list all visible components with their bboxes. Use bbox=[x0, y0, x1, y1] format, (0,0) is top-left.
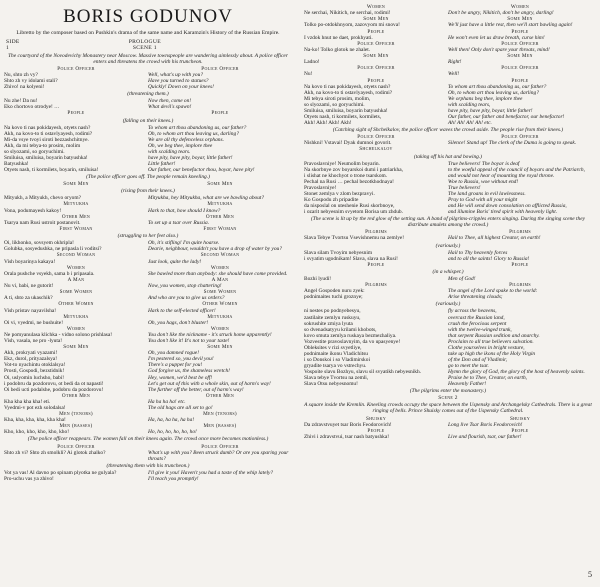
english-text: He won't even let us draw breath, curse him! bbox=[448, 34, 545, 41]
russian-text: Mi tebya siroti prosim, molim, bbox=[304, 95, 371, 102]
russian-text: da nisposlal on uteshenie Rusi skorbnoye, bbox=[304, 203, 395, 209]
english-text: God forgive us, the shameless wretch! bbox=[148, 368, 230, 375]
english-text: Don't be angry, Nikitich, don't be angry, darling! bbox=[448, 10, 554, 17]
left-column bbox=[4, 6, 292, 482]
speaker-english: Pilgrims bbox=[509, 229, 531, 236]
russian-text: Nu, shto zh vy? bbox=[4, 71, 38, 78]
english-text: We'll just have a little rest, then we'll start bawling again! bbox=[448, 22, 573, 29]
russian-text: podnimaite ikonu Vladichitsu bbox=[304, 350, 368, 357]
english-text: To set up a tsar over Russia. bbox=[148, 219, 210, 226]
english-text: with scalding tears. bbox=[148, 148, 191, 155]
english-text: Hymn the glory of God, the glory of the host of heavenly saints. bbox=[448, 368, 585, 375]
english-text: with the twelve-winged trunk, bbox=[448, 326, 512, 333]
english-text: I'll teach you promptly! bbox=[148, 475, 199, 482]
english-text: Well! bbox=[448, 71, 460, 78]
russian-text: Angel Gospoden nuru zyek: bbox=[304, 288, 365, 295]
russian-text: Kho, kho, kho, kho, kho, kho! bbox=[4, 429, 69, 436]
speaker-english: Police Officer bbox=[501, 65, 539, 72]
intro-direction: The courtyard of the Novodevichy Monastery near Moscow. Massive townspeople are wandering aimlessly about. A police officer enters and threatens the crowd with his truncheon. bbox=[8, 52, 288, 65]
speaker-russian: Some Men bbox=[63, 344, 89, 351]
russian-text: Akh, prokryati vyazami! bbox=[4, 350, 58, 357]
speaker-english: Some Men bbox=[207, 344, 233, 351]
russian-text: Slava tebye Tvortsu na zemli, bbox=[304, 374, 369, 381]
speaker-english: A Man bbox=[211, 276, 229, 283]
russian-text: Tolko po-otdokhnyom, zazovyom mi snova! bbox=[304, 22, 400, 29]
speaker-english: People bbox=[511, 28, 529, 35]
russian-text: A ti, shto za ukaschik? bbox=[4, 295, 53, 302]
russian-text: Ne serchai, Nikitich, ne serchai, rodimi! bbox=[304, 10, 391, 17]
english-text: Oh, we beg thee, implore thee bbox=[148, 142, 213, 149]
russian-text: Pravoslavniye! bbox=[304, 184, 337, 191]
english-text: There's a puppet for you! bbox=[148, 362, 203, 369]
english-text: True believers! bbox=[448, 184, 481, 191]
speaker-russian: Shchelkalov bbox=[359, 146, 393, 153]
stage-direction: (The scene is lit up by the red glow of the setting sun. A band of pilgrims-cripples enters singing. During the singing scene they distribute amulets among the crowd.) bbox=[310, 216, 586, 229]
english-text: Have you turned to statues? bbox=[148, 78, 209, 85]
english-text: What devil's spawn! bbox=[148, 104, 192, 111]
page-title: BORIS GODUNOV bbox=[63, 6, 233, 27]
english-text: Dearie, neighbour, wouldn't you have a drop of water by you? bbox=[148, 246, 282, 253]
speaker-russian: Pilgrims bbox=[365, 229, 387, 236]
russian-text: Batyushka! bbox=[4, 160, 29, 167]
russian-text: Na kovo ti nas pokidayesh, otyets nash? bbox=[4, 124, 91, 131]
libretto-line bbox=[304, 294, 592, 300]
stage-direction: (in a whisper.) bbox=[432, 268, 464, 275]
speaker-russian: People bbox=[367, 427, 385, 434]
russian-text: i svyatim ugodnikam! Slava, slava na Rusi! bbox=[304, 255, 398, 262]
stage-direction: (variously.) bbox=[435, 301, 461, 308]
english-text: Oh, it's stifling! I'm quite hoarse. bbox=[148, 240, 220, 247]
speaker-english: Some Men bbox=[507, 53, 533, 59]
russian-text: Otyets nash, ti kormilets, kormilets, bbox=[304, 113, 382, 120]
russian-text: Kha, kha, kha, kha, kha kha! bbox=[4, 417, 66, 424]
russian-text: Na skorbnye zov boyarskoi dumi i patriarkha, bbox=[304, 166, 403, 173]
libretto-line bbox=[4, 84, 292, 90]
libretto-line bbox=[304, 235, 592, 241]
russian-text: Nu vi, babi, ne gutorit! bbox=[4, 283, 54, 290]
russian-text: I vzdok hnut ne daet, prokhyati. bbox=[304, 34, 373, 41]
stage-direction: (struggling to her feet also.) bbox=[117, 233, 179, 240]
scene-heading: Scene 2 bbox=[438, 395, 458, 402]
russian-text: zastilaite zemlyu ruskuyu, bbox=[304, 314, 361, 321]
english-text: Praise be to Thee, Creator, on earth, bbox=[448, 374, 528, 381]
english-text: Well, what's up with you? bbox=[148, 71, 204, 78]
english-text: crush the ferocious serpent bbox=[448, 320, 507, 327]
english-text: Hark to that, how should I know? bbox=[148, 207, 221, 214]
stage-direction: (rising from their knees.) bbox=[121, 188, 175, 195]
speaker-russian: A Man bbox=[67, 276, 85, 283]
side-header bbox=[4, 39, 292, 52]
russian-text: i so Donskoi i so Vladimirskoi bbox=[304, 356, 370, 363]
stage-direction: (threatening them with his truncheon.) bbox=[106, 462, 190, 469]
speaker-russian: First Woman bbox=[59, 225, 93, 232]
libretto-line bbox=[4, 476, 292, 482]
speaker-english: Women bbox=[210, 325, 230, 332]
russian-text: Akh, na kovo-to ti ostavlyayesh, rodimi? bbox=[304, 89, 393, 96]
libretto-line bbox=[304, 209, 592, 215]
english-text: fly across the heavens, bbox=[448, 308, 497, 315]
russian-text: so dvenadsatyyu krilami khobots, bbox=[304, 326, 377, 333]
speaker-russian: People bbox=[367, 261, 385, 268]
russian-text: Shto zh vy idolami stali? bbox=[4, 78, 58, 85]
speaker-english: People bbox=[511, 261, 529, 268]
english-text: Our father, our father and benefactor, our benefactor! bbox=[448, 113, 565, 120]
speaker-english: Some Men bbox=[507, 16, 533, 23]
russian-text: Vot-to nyachintu otoklalsya! bbox=[4, 362, 66, 369]
speaker-english: Mityukha bbox=[207, 201, 233, 208]
speaker-russian: Women bbox=[366, 4, 386, 10]
speaker-russian: People bbox=[367, 77, 385, 84]
speaker-english: Police Officer bbox=[501, 134, 539, 141]
english-text: of the Don and of Vladimir, bbox=[448, 356, 507, 363]
english-text: Ha, ha, ha ha, ha ha! bbox=[148, 417, 195, 424]
russian-text: Otyets nash, ti kormilets, boyarin, smiluisa! bbox=[4, 166, 99, 173]
russian-text: Oi, uslyomin luchsho, babi! bbox=[4, 374, 65, 381]
english-text: Right! bbox=[448, 59, 462, 66]
english-text: with scalding tears, bbox=[448, 101, 491, 108]
english-text: Little father! bbox=[148, 160, 176, 167]
speaker-russian: Mityukha bbox=[63, 201, 89, 208]
stage-direction: (threatening them.) bbox=[127, 91, 169, 98]
libretto-line bbox=[304, 381, 592, 387]
speaker-russian: Second Woman bbox=[56, 252, 96, 259]
speaker-russian: Police Officer bbox=[57, 65, 95, 72]
english-text: that serpent Russian sedition and anarchy. bbox=[448, 332, 540, 339]
english-text: What's up with you? Been struck dumb? Or are you sparing your throats? bbox=[148, 449, 289, 462]
russian-text: Zhivo! na kolyeni! bbox=[4, 84, 45, 91]
english-text: Ho, ho, ho, ho, ho, ho! bbox=[148, 429, 197, 436]
english-text: To whom art thou abandoning us, our father? bbox=[148, 124, 247, 131]
stage-direction: (falling on their knees.) bbox=[122, 117, 174, 124]
russian-text: Prosti, Gospodi, bezstidnik! bbox=[4, 368, 65, 375]
russian-text: Pechal na Rusi … pechal bezotkhodnaya! bbox=[304, 178, 394, 185]
russian-text: Obleksites v rizi svyetliye, bbox=[304, 344, 362, 351]
english-text: I'll give it you! Haven't you had a taste of the whip lately? bbox=[148, 469, 274, 476]
speaker-line bbox=[304, 146, 592, 152]
russian-text: Oi bedi ucti podalshe, podobru da pozdorovu! bbox=[4, 386, 104, 393]
english-text: Ah! Ah! Ah! Ah! etc. bbox=[448, 119, 492, 126]
russian-text: Stonet zemlya v zlom bezpravyi. bbox=[304, 190, 375, 197]
russian-text: Akh! Akh! Akh! Akh! bbox=[304, 119, 352, 126]
speaker-russian: Some Men bbox=[363, 53, 389, 59]
speaker-russian: Men (basses) bbox=[59, 423, 93, 430]
russian-text: i ozarit nebyesnim svyetom Borisa um zhdub. bbox=[304, 209, 403, 216]
russian-text: Smiluisa, smiluisa, boyarin batyushka! bbox=[4, 154, 88, 161]
speaker-russian: Other Men bbox=[61, 392, 91, 399]
russian-text: Slava silam Tvoyim nebyesnim bbox=[304, 249, 373, 256]
russian-text: Vish pristav nayavilsha! bbox=[4, 307, 57, 314]
speaker-english: People bbox=[211, 110, 229, 117]
speaker-russian: Women bbox=[66, 325, 86, 332]
libretto-line bbox=[4, 450, 292, 462]
english-text: Silence! Stand up! The clerk of the Duma is going to speak. bbox=[448, 140, 577, 147]
speaker-russian: Mityukha bbox=[63, 313, 89, 320]
english-text: and He will send down consolation on afflicted Russia, bbox=[448, 203, 567, 209]
speaker-russian: People bbox=[367, 28, 385, 35]
english-text: Oh, to whom art thou leaving us, darling? bbox=[448, 89, 539, 96]
speaker-russian: Some Men bbox=[363, 16, 389, 23]
russian-text: Akh, na kovo-to ti ostavlyayesh, rodimi? bbox=[4, 130, 93, 137]
english-text: Hark to the self-elected officer! bbox=[148, 307, 216, 314]
russian-text: ni nestes po podnyebesyu, bbox=[304, 308, 361, 315]
russian-text: Eko chortovo otrodye! … bbox=[4, 104, 60, 111]
speaker-english: People bbox=[511, 77, 529, 84]
russian-text: Pravoslavniye! Neumolim boyarin. bbox=[304, 160, 380, 167]
stage-direction: (The police officer reappears. The women fall on their knees again. The crowd once more becomes motionless.) bbox=[27, 436, 269, 443]
english-text: The land groans in evil lawlessness. bbox=[448, 190, 526, 197]
english-text: You don't like the nickname - it's struck home apparently! bbox=[148, 332, 272, 339]
english-text: and illumine Boris' tired spirit with heavenly light. bbox=[448, 209, 558, 216]
prologue-heading: PROLOGUE SCENE 1 bbox=[128, 38, 161, 52]
russian-text: so slyozami, so goryuchimi. bbox=[304, 101, 365, 108]
speaker-line bbox=[4, 110, 292, 116]
english-text: Arise threatening clouds; bbox=[448, 294, 503, 301]
english-text: have pity, have pity, boyar, little father! bbox=[148, 154, 233, 161]
speaker-english: Other Men bbox=[205, 392, 235, 399]
russian-text: Zhivi i zdravstvui, tsar nash batyushka! bbox=[304, 434, 390, 440]
russian-text: Slava Tebye Tvortsu Vsevishnemu na zemlye! bbox=[304, 235, 405, 242]
speaker-english: First Woman bbox=[203, 225, 237, 232]
speaker-english: Women bbox=[210, 264, 230, 271]
english-text: And who are you to give us orders? bbox=[148, 295, 225, 302]
english-text: Men of God! bbox=[448, 276, 476, 283]
english-text: Well then! Only don't spare your throats, mind! bbox=[448, 46, 550, 53]
right-libretto-body bbox=[304, 4, 592, 440]
russian-text: Vyedmi-v pot ezh solodalsa! bbox=[4, 404, 66, 411]
english-text: and would not hear of mounting the royal throne. bbox=[448, 172, 555, 179]
english-text: Just look, quite the lady! bbox=[148, 258, 202, 265]
english-text: to the woeful appeal of the council of boyars and the Patriarch, bbox=[448, 166, 585, 173]
stage-direction: (The police officer goes off. The people remain kneeling.) bbox=[86, 173, 210, 180]
english-text: and to all the saints! Glory to Russia! bbox=[448, 255, 530, 262]
speaker-english: Other Men bbox=[205, 213, 235, 220]
speaker-russian: Other Men bbox=[61, 213, 91, 220]
speaker-line bbox=[4, 226, 292, 232]
speaker-russian: People bbox=[67, 110, 85, 117]
english-text: We are all thy defenceless orphans. bbox=[148, 136, 224, 143]
russian-text: Nu! bbox=[304, 71, 313, 78]
speaker-russian: Shuisky bbox=[365, 415, 387, 422]
russian-text: Ladno! bbox=[304, 59, 320, 66]
speaker-russian: Police Officer bbox=[357, 65, 395, 72]
english-text: Ha ha ha ha! etc. bbox=[148, 398, 186, 405]
english-text: Woe to Russia, woe without end! bbox=[448, 178, 519, 185]
speaker-english: People bbox=[511, 427, 529, 434]
speaker-english: Mityukha bbox=[207, 313, 233, 320]
speaker-line bbox=[304, 262, 592, 268]
side-label: SIDE 1 bbox=[6, 38, 20, 52]
english-text: Mityukha, hey Mityukha, what are we bawling about? bbox=[148, 195, 265, 202]
speaker-english: Shuisky bbox=[509, 415, 531, 422]
russian-text: Pro-uchu vas ya zhivo! bbox=[4, 475, 54, 482]
speaker-russian: Men (tenors) bbox=[59, 410, 93, 417]
libretto-line bbox=[4, 167, 292, 173]
libretto-line bbox=[304, 120, 592, 126]
libretto-line bbox=[304, 434, 592, 440]
english-text: Now then, come on! bbox=[148, 98, 192, 105]
speaker-english: Police Officer bbox=[201, 443, 239, 450]
russian-text: sokrushite zmiya lyuta bbox=[304, 320, 353, 327]
russian-text: Akh, da mi tebya-to prosim, molim bbox=[4, 142, 81, 149]
english-text: Quickly! Down on your knees! bbox=[148, 84, 214, 91]
stage-direction: (The pilgrims enter the monastery.) bbox=[409, 388, 487, 395]
english-text: True believers! The boyar is deaf bbox=[448, 160, 520, 167]
page-subtitle: Libretto by the composer based on Pushkin's drama of the same name and Karamzin's History of the Russian Empire. bbox=[16, 30, 280, 36]
russian-text: Nishkni! Vstavai! Dyak dumnoi govorit. bbox=[304, 140, 392, 147]
english-text: You don't like it! It's not to your taste! bbox=[148, 338, 230, 345]
stage-direction: (Catching sight of Shchelkalov, the police officer waves the crowd aside. The people rise from their knees.) bbox=[332, 127, 564, 134]
english-text: The angel of the Lord spake to the world: bbox=[448, 288, 538, 295]
speaker-line bbox=[4, 181, 292, 187]
english-text: Let's get out of this with a whole skin, out of harm's way! bbox=[148, 380, 271, 387]
russian-text: Kha kha kha kha! eti. bbox=[4, 398, 51, 405]
speaker-english: Some Men bbox=[207, 181, 233, 188]
speaker-russian: Police Officer bbox=[357, 134, 395, 141]
english-text: Now, you women, stop chattering! bbox=[148, 283, 222, 290]
english-text: She bawled more than anybody: she should have come provided. bbox=[148, 270, 288, 277]
russian-text: Orala pushche vsyekh, sama b i pripasala. bbox=[4, 270, 95, 277]
english-text: Oh, to whom art thou leaving us, darling? bbox=[148, 130, 239, 137]
russian-text: Vospoite slavu Bozhyu, slavu sil svyatikh nebyesnikh. bbox=[304, 368, 421, 375]
russian-text: so slyozami, so goryuchimi. bbox=[4, 148, 65, 155]
english-text: Proclaim to all true believers salvation. bbox=[448, 338, 534, 345]
english-text: Hey, women, we'd best be off! bbox=[148, 374, 213, 381]
english-text: Pray to God with all your might bbox=[448, 196, 518, 203]
russian-text: Da zdravstvuyet tsar Boris Feodorovich! bbox=[304, 421, 392, 428]
russian-text: Ekz, durol, prityazalsya! bbox=[4, 356, 57, 363]
english-text: go to meet the tsar. bbox=[448, 362, 489, 369]
speaker-russian: Some Women bbox=[59, 289, 93, 296]
speaker-russian: Police Officer bbox=[57, 443, 95, 450]
russian-text: Vozvestite pravoslavnyim, da vo upasyenye! bbox=[304, 338, 401, 345]
english-text: Heavenly Father! bbox=[448, 381, 487, 388]
speaker-russian: Police Officer bbox=[357, 40, 395, 47]
english-text: The old hags are all set to go! bbox=[148, 404, 213, 411]
russian-text: kovo smuta zemlya ruskaya bezmezhaliya. bbox=[304, 332, 397, 339]
speaker-russian: Pilgrims bbox=[365, 282, 387, 289]
russian-text: Vish, vasala, ne pro -lyuta! bbox=[4, 338, 63, 345]
speaker-english: Other Women bbox=[202, 301, 238, 308]
speaker-russian: Other Women bbox=[58, 301, 94, 308]
stage-direction: (taking off his hat and bowing.) bbox=[414, 153, 482, 160]
english-text: Clothe yourselves in bright vesture, bbox=[448, 344, 525, 351]
english-text: We orphans beg thee, implore thee bbox=[448, 95, 523, 102]
english-text: Our father, our benefactor thou, boyar, have pity! bbox=[148, 166, 255, 173]
speaker-russian: Some Men bbox=[63, 181, 89, 188]
english-text: take up high the ikons of the Holy Virgin bbox=[448, 350, 536, 357]
russian-text: i slishat ne khochyot o trone tsarskom. bbox=[304, 172, 388, 179]
english-text: Long live Tsar Boris Feodorovich! bbox=[448, 421, 523, 428]
english-text: Oh, you hags, don't bluster! bbox=[148, 319, 209, 326]
speaker-english: Men (basses) bbox=[203, 423, 237, 430]
left-libretto-body bbox=[4, 66, 292, 482]
russian-text: Vot ya vas! Al davno po spinam plyotka ne gulyala? bbox=[4, 469, 117, 476]
page-number: 5 bbox=[588, 570, 592, 579]
speaker-english: Police Officer bbox=[201, 65, 239, 72]
english-text: The further off the better, out of harm's way! bbox=[148, 386, 244, 393]
speaker-english: Police Officer bbox=[501, 40, 539, 47]
russian-text: Mityukh, a Mityukh, chevo oryom? bbox=[4, 195, 81, 202]
russian-text: Ko Gospodu zh pripadite bbox=[304, 196, 359, 203]
english-text: overcast the Russian land, bbox=[448, 314, 505, 321]
english-text: I'm pestered so, you devil you! bbox=[148, 356, 214, 363]
russian-text: Tsarya nam Rusi ustroit postanovit. bbox=[4, 219, 81, 226]
russian-text: Shto zh vi? Shto zh smolkli? Ai glotok zhalko? bbox=[4, 449, 106, 456]
russian-text: Ne pomyanulasa klichka - vidno solono prishlasa! bbox=[4, 332, 113, 339]
english-text: have pity, have pity, boyar, little father! bbox=[448, 107, 533, 114]
russian-text: gryadite tsarya vo vstrechyu. bbox=[304, 362, 367, 369]
speaker-english: Pilgrims bbox=[509, 282, 531, 289]
speaker-english: Second Woman bbox=[200, 252, 240, 259]
russian-text: Golubka, sosyedushka, ne pripasla li voditsi? bbox=[4, 246, 102, 253]
english-text: Hail to Thy heavenly forces bbox=[448, 249, 508, 256]
english-text: Hail to Thee, all highest Creator, on earth! bbox=[448, 235, 541, 242]
russian-text: Oi, likhonko, sovsyem okhripla! bbox=[4, 240, 74, 247]
speaker-english bbox=[448, 146, 592, 152]
russian-text: Oi vi, vyedmi, ne bushuite! bbox=[4, 319, 63, 326]
right-column bbox=[304, 4, 592, 440]
stage-direction: A square inside the Kremlin. Kneeling crowds occupy the space between the Uspensky and Archangelsky Cathedrals. There is a great ringing of bells. Prince Shuisky comes out of the Uspensky Cathedral. bbox=[304, 402, 592, 415]
speaker-english: Men (tenors) bbox=[203, 410, 237, 417]
english-text: Live and flourish, tsar, our father! bbox=[448, 434, 522, 440]
russian-text: Na-ko! Tolko glotok ne zhalet. bbox=[304, 46, 371, 53]
russian-text: Nu zhe! Da nu! bbox=[4, 98, 38, 105]
stage-direction: (variously.) bbox=[435, 242, 461, 249]
russian-text: Vona, podumayesh kakoy! bbox=[4, 207, 62, 214]
russian-text: Bozhi lyudi! bbox=[304, 276, 332, 283]
russian-text: Smiluisa, smiluisa, boyarin batyushka! bbox=[304, 107, 388, 114]
russian-text: Na kovo ti nas pokidayesh, otyets nash? bbox=[304, 83, 391, 90]
russian-text: Mi-da vsye tvoyi siroti bezzashchitnye. bbox=[4, 136, 89, 143]
english-text: To whom art thou abandoning us, our father? bbox=[448, 83, 547, 90]
speaker-russian: Women bbox=[66, 264, 86, 271]
russian-text: Vish boyarinya kakaya! bbox=[4, 258, 56, 265]
speaker-english: Some Women bbox=[203, 289, 237, 296]
libretto-line bbox=[4, 429, 292, 435]
russian-text: podnimaites tuchi groznye; bbox=[304, 294, 363, 301]
speaker-english: Women bbox=[510, 4, 530, 10]
russian-text: Slava Otsu nebyesnomu! bbox=[304, 381, 358, 388]
english-text: Oh, you damned rogue! bbox=[148, 350, 200, 357]
russian-text: i podobru da pozdorovu, ot bedi da ot napasti! bbox=[4, 380, 104, 387]
